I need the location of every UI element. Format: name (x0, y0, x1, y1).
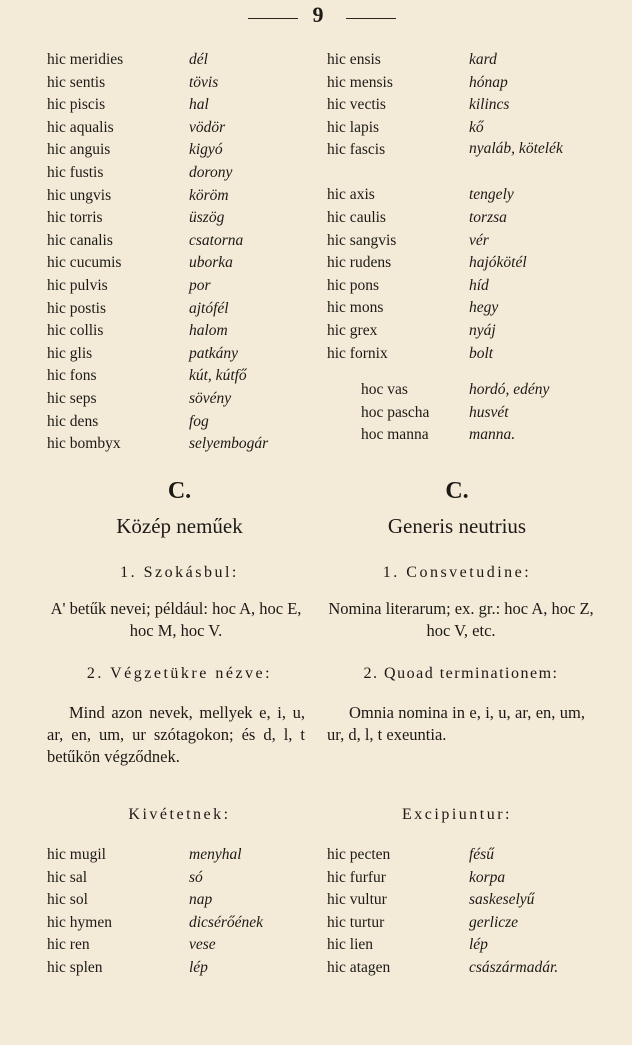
vocab-entry (327, 297, 612, 320)
hungarian-translation: császármadár. (469, 958, 559, 976)
hungarian-translation: nyáj (469, 321, 496, 339)
latin-word: hic vectis (327, 96, 386, 114)
hungarian-translation: tövis (189, 73, 219, 91)
latin-word: hic anguis (47, 141, 111, 159)
vocab-entry (47, 844, 312, 867)
vocab-entry (327, 49, 612, 72)
hungarian-translation: vödör (189, 118, 226, 136)
vocab-entry (327, 72, 612, 95)
latin-word: hic bombyx (47, 435, 121, 453)
subheading-left-2: 2. Végzetükre nézve: (86, 665, 273, 682)
vocab-entry (47, 320, 312, 343)
hungarian-translation: nyaláb, kötelék (469, 140, 563, 158)
latin-word: hoc pascha (361, 403, 430, 421)
page-header (0, 2, 632, 28)
vocab-entry (47, 49, 312, 72)
hungarian-translation: kő (469, 118, 484, 136)
vocab-entry (47, 185, 312, 208)
paragraph-right-1: Nomina literarum; ex. gr.: hoc A, hoc Z, hoc V, etc. (328, 599, 594, 640)
exceptions-title-right: Excipiuntur: (402, 806, 512, 823)
latin-word: hoc manna (361, 426, 429, 444)
hungarian-translation: fésű (469, 846, 494, 863)
vocab-entry (47, 252, 312, 275)
subheading-right-2: 2. Quoad terminationem: (363, 665, 559, 682)
hungarian-translation: dél (189, 51, 208, 68)
hungarian-translation: hal (189, 96, 209, 114)
hungarian-translation: tengely (469, 186, 514, 204)
latin-word: hic canalis (47, 231, 113, 249)
latin-word: hic vultur (327, 891, 387, 909)
vocab-entry (47, 343, 312, 366)
header-rule-left (248, 18, 298, 19)
hungarian-translation: hegy (469, 299, 499, 317)
latin-word: hic fustis (47, 163, 104, 181)
latin-word: hic lien (327, 936, 374, 954)
latin-word: hic ungvis (47, 186, 112, 204)
vocab-entry (327, 934, 612, 957)
vocab-entry (47, 411, 312, 434)
vocab-entry (327, 889, 612, 912)
hungarian-translation: fog (189, 412, 209, 430)
vocab-entry (47, 207, 312, 230)
vocab-entry (47, 275, 312, 298)
vocab-entry (327, 402, 612, 425)
latin-word: hic lapis (327, 118, 380, 136)
hungarian-translation: ajtófél (189, 299, 229, 317)
hungarian-translation: bolt (469, 344, 494, 362)
hungarian-translation: só (189, 868, 203, 886)
latin-word: hic glis (47, 344, 93, 362)
latin-word: hic rudens (327, 254, 392, 272)
hungarian-translation: dicsérőének (189, 913, 264, 931)
vocab-entry (47, 162, 312, 185)
latin-word: hic sal (47, 868, 88, 886)
latin-word: hic atagen (327, 958, 391, 976)
vocab-entry (47, 72, 312, 95)
latin-word: hic mugil (47, 846, 106, 863)
latin-word: hic hymen (47, 913, 112, 931)
hungarian-translation: köröm (189, 186, 229, 204)
subheading-left-1: 1. Szokásbul: (120, 564, 239, 581)
latin-word: hic dens (47, 412, 99, 430)
hungarian-translation: hordó, edény (469, 381, 550, 399)
vocab-entry (327, 343, 612, 366)
hungarian-translation: gerlicze (469, 913, 519, 931)
hungarian-translation: por (189, 276, 211, 294)
hungarian-translation: üszög (189, 209, 225, 227)
section-title-left: Közép neműek (116, 514, 243, 538)
latin-word: hic piscis (47, 96, 106, 114)
hungarian-translation: vér (469, 231, 489, 249)
vocab-entry (47, 867, 312, 890)
latin-word: hic ensis (327, 51, 381, 68)
header-rule-right (346, 18, 396, 19)
vocab-entry (327, 844, 612, 867)
latin-word: hic furfur (327, 868, 386, 886)
latin-word: hic sol (47, 891, 88, 909)
paragraph-right-2: Omnia nomina in e, i, u, ar, en, um, ur, d, l, t exeuntia. (327, 703, 585, 744)
latin-word: hic sentis (47, 73, 106, 91)
vocab-entry (327, 184, 612, 207)
latin-word: hic mensis (327, 73, 393, 91)
latin-word: hic pecten (327, 846, 391, 863)
vocab-entry (47, 230, 312, 253)
hungarian-translation: manna. (469, 426, 516, 444)
hungarian-translation: híd (469, 276, 489, 294)
vocab-entry (47, 957, 312, 980)
latin-word: hic turtur (327, 913, 385, 931)
exceptions-list-right (327, 844, 612, 980)
section-letter-right: C. (445, 478, 469, 504)
vocab-entry (327, 424, 612, 447)
latin-word: hic splen (47, 958, 103, 976)
latin-word: hic torris (47, 209, 103, 227)
vocab-entry (47, 298, 312, 321)
hungarian-translation: husvét (469, 403, 509, 421)
vocab-list-left (47, 49, 312, 456)
vocab-entry (327, 252, 612, 275)
vocab-entry (47, 433, 312, 456)
hungarian-translation: menyhal (189, 846, 242, 863)
vocab-entry (327, 230, 612, 253)
vocab-entry (47, 365, 312, 388)
hungarian-translation: hónap (469, 73, 508, 91)
hungarian-translation: csatorna (189, 231, 244, 249)
vocab-entry (327, 275, 612, 298)
vocab-entry (327, 207, 612, 230)
latin-word: hic meridies (47, 51, 124, 68)
vocab-list-right (327, 49, 612, 447)
paragraph-left-2: Mind azon nevek, mellyek e, i, u, ar, en, um, ur szótagokon; és d, l, t betűkön végződnek. (47, 703, 305, 766)
hungarian-translation: sövény (189, 389, 232, 407)
hungarian-translation: lép (469, 936, 488, 954)
latin-word: hic axis (327, 186, 375, 204)
latin-word: hic fornix (327, 344, 388, 362)
hungarian-translation: patkány (189, 344, 239, 362)
hungarian-translation: vese (189, 936, 216, 954)
hungarian-translation: nap (189, 891, 213, 909)
latin-word: hic fons (47, 367, 97, 385)
vocab-entry (47, 139, 312, 162)
section-title-right: Generis neutrius (387, 514, 527, 538)
latin-word: hic pulvis (47, 276, 108, 294)
hungarian-translation: selyembogár (189, 435, 269, 453)
latin-word: hic aqualis (47, 118, 114, 136)
vocab-entry (327, 912, 612, 935)
hungarian-translation: halom (189, 322, 228, 340)
latin-word: hic grex (327, 321, 378, 339)
hungarian-translation: dorony (189, 163, 233, 181)
hungarian-translation: kút, kútfő (189, 367, 247, 385)
vocab-entry (327, 379, 612, 402)
latin-word: hic fascis (327, 141, 386, 159)
vocab-entry (47, 889, 312, 912)
vocab-entry (327, 867, 612, 890)
vocab-entry (47, 912, 312, 935)
latin-word: hic postis (47, 299, 106, 317)
hungarian-translation: kilincs (469, 96, 510, 114)
vocab-entry (327, 957, 612, 980)
paragraph-left-1: A' betűk nevei; például: hoc A, hoc E, hoc M, hoc V. (50, 599, 302, 640)
hungarian-translation: torzsa (469, 208, 507, 226)
latin-word: hic mons (327, 299, 384, 317)
latin-word: hic cucumis (47, 254, 122, 272)
vocab-entry (327, 139, 612, 184)
vocab-entry (327, 94, 612, 117)
vocab-entry (47, 94, 312, 117)
latin-word: hic pons (327, 276, 380, 294)
latin-word: hic collis (47, 322, 104, 340)
hungarian-translation: uborka (189, 254, 233, 272)
vocab-entry (327, 320, 612, 343)
subheading-right-1: 1. Consvetudine: (382, 564, 532, 581)
latin-word: hic caulis (327, 208, 386, 226)
hungarian-translation: kigyó (189, 141, 223, 159)
hungarian-translation: saskeselyű (469, 891, 535, 909)
page-number: 9 (312, 2, 324, 27)
vocab-entry (327, 117, 612, 140)
hungarian-translation: lép (189, 958, 208, 976)
latin-word: hoc vas (361, 381, 408, 399)
hungarian-translation: hajókötél (469, 254, 527, 272)
hungarian-translation: korpa (469, 868, 506, 886)
hungarian-translation: kard (469, 51, 497, 68)
vocab-entry (47, 934, 312, 957)
section-letter-left: C. (167, 478, 192, 504)
exceptions-list-left (47, 844, 312, 980)
exceptions-title-left: Kivétetnek: (128, 806, 231, 823)
latin-word: hic ren (47, 936, 90, 954)
latin-word: hic seps (47, 389, 97, 407)
vocab-entry (47, 117, 312, 140)
latin-word: hic sangvis (327, 231, 397, 249)
vocab-entry (47, 388, 312, 411)
